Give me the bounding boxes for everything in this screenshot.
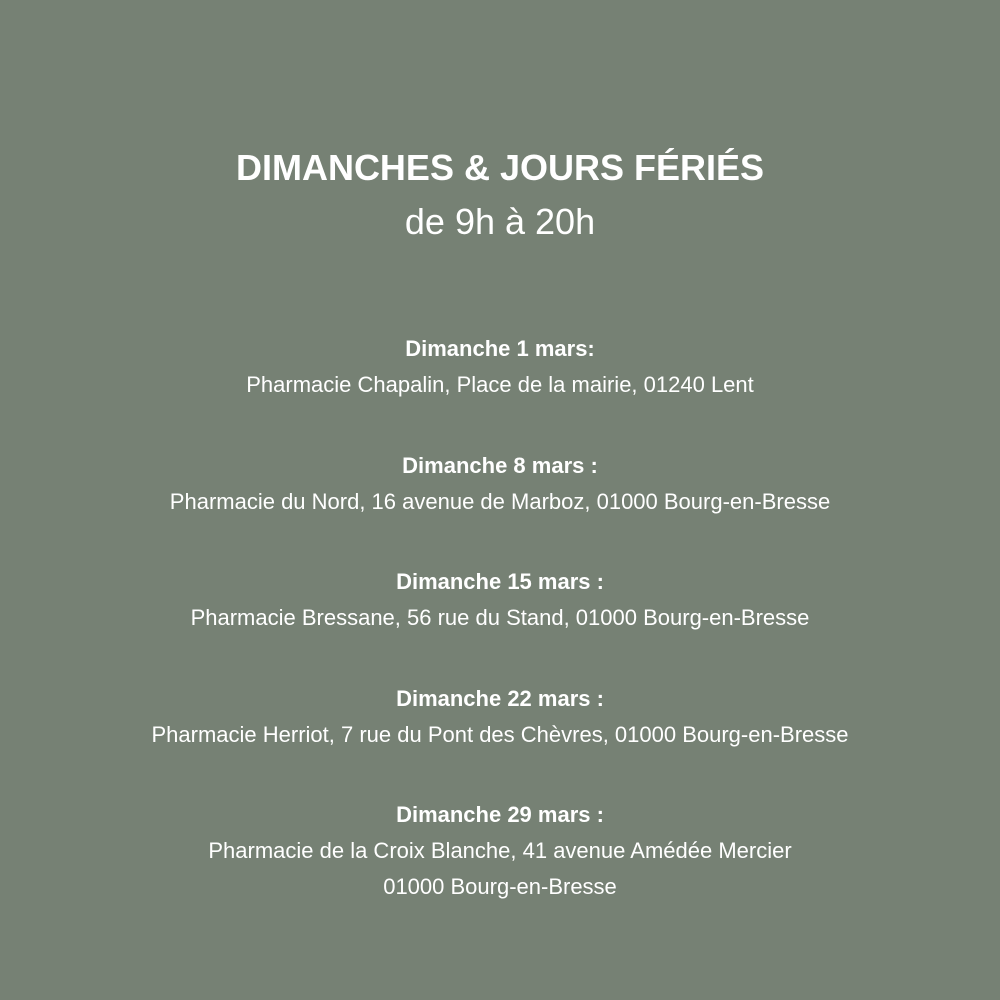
schedule-entries [0, 331, 1000, 914]
schedule-entry [0, 681, 1000, 798]
schedule-entry [0, 448, 1000, 565]
entry-address-continuation: 01000 Bourg-en-Bresse [383, 874, 617, 899]
entry-date: Dimanche 1 mars: [405, 336, 595, 361]
entry-date: Dimanche 22 mars : [396, 685, 604, 711]
entry-date: Dimanche 29 mars : [396, 802, 604, 827]
entry-date: Dimanche 8 mars : [402, 452, 598, 478]
entry-address: Pharmacie Chapalin, Place de la mairie, 01240 Lent [246, 372, 754, 397]
schedule-title: DIMANCHES & JOURS FÉRIÉS [235, 147, 765, 188]
entry-address: Pharmacie du Nord, 16 avenue de Marboz, 01000 Bourg-en-Bresse [169, 488, 831, 514]
entry-date: Dimanche 15 mars : [396, 569, 604, 594]
entry-address: Pharmacie Bressane, 56 rue du Stand, 01000 Bourg-en-Bresse [190, 605, 810, 630]
schedule-entry [0, 797, 1000, 914]
entry-address: Pharmacie Herriot, 7 rue du Pont des Chèvres, 01000 Bourg-en-Bresse [151, 721, 849, 747]
entry-address: Pharmacie de la Croix Blanche, 41 avenue Amédée Mercier [208, 838, 792, 863]
schedule-entry [0, 564, 1000, 681]
schedule-hours: de 9h à 20h [404, 201, 596, 242]
schedule-entry [0, 331, 1000, 448]
